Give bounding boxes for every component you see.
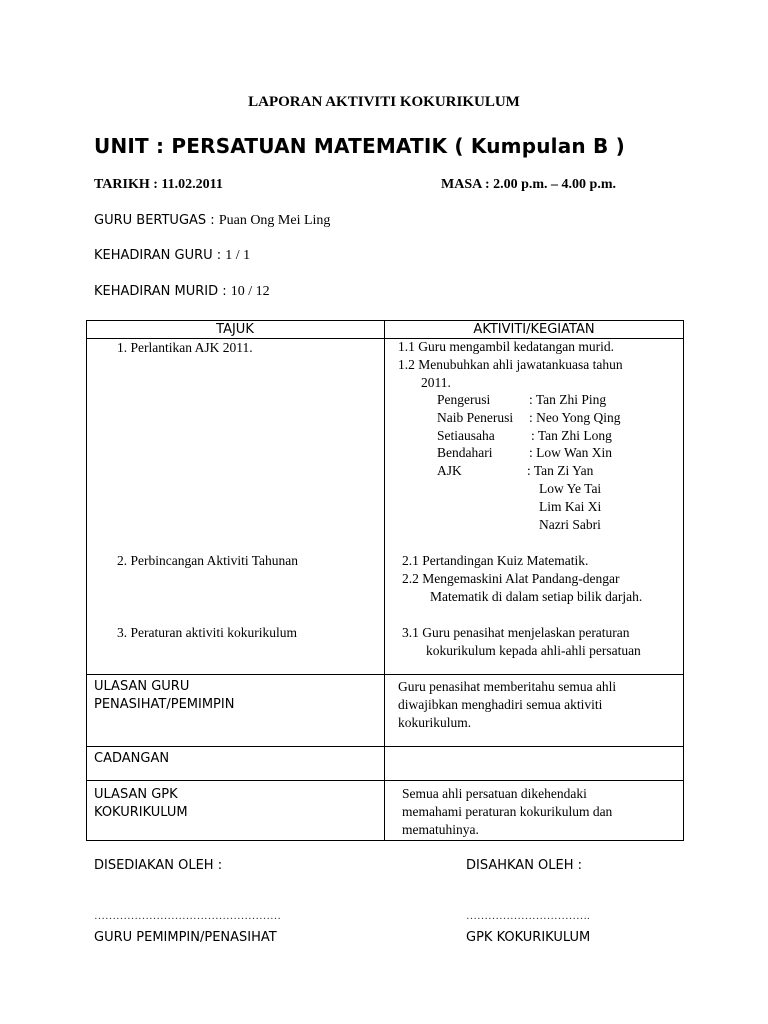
table-border-right [683,320,684,841]
ulasan-guru-label: ULASAN GURU [94,679,190,694]
unit-heading: UNIT : PERSATUAN MATEMATIK ( Kumpulan B ) [94,134,625,158]
activity-1-2-cont: 2011. [421,375,451,390]
activity-3-1: 3.1 Guru penasihat menjelaskan peraturan [402,625,630,640]
guru-bertugas-value: Puan Ong Mei Ling [218,213,331,228]
table-divider [86,746,684,747]
ajk-role: Bendahari [437,445,493,460]
gpk-label: GPK KOKURIKULUM [466,930,591,945]
activity-2-2-cont: Matematik di dalam setiap bilik darjah. [430,589,643,604]
tajuk-item-1: 1. Perlantikan AJK 2011. [117,340,253,355]
activity-1-2: 1.2 Menubuhkan ahli jawatankuasa tahun [398,357,623,372]
kehadiran-guru-value: 1 / 1 [225,248,251,263]
column-header-aktiviti: AKTIVITI/KEGIATAN [473,322,595,337]
kehadiran-guru [94,248,250,264]
table-border-bottom [86,840,684,841]
ajk-role: Naib Penerusi [437,410,514,425]
kehadiran-murid [94,284,270,300]
ajk-role: AJK [437,463,462,478]
ulasan-guru-label: PENASIHAT/PEMIMPIN [94,697,235,712]
ulasan-gpk-text: memahami peraturan kokurikulum dan [402,804,613,819]
ulasan-gpk-text: Semua ahli persatuan dikehendaki [402,786,587,801]
cadangan-label: CADANGAN [94,751,170,766]
column-header-tajuk: TAJUK [216,322,254,337]
ulasan-gpk-label: KOKURIKULUM [94,805,188,820]
ulasan-guru-text: diwajibkan menghadiri semua aktiviti [398,697,603,712]
ajk-name-extra: Low Ye Tai [539,481,602,496]
ajk-name-extra: Lim Kai Xi [539,499,602,514]
ajk-name: : Tan Zhi Long [531,428,612,443]
table-divider [86,674,684,675]
guru-bertugas-label: GURU BERTUGAS : [94,213,219,228]
kehadiran-murid-value: 10 / 12 [230,284,270,299]
guru-bertugas [94,213,330,229]
tajuk-item-3: 3. Peraturan aktiviti kokurikulum [117,625,297,640]
report-title: LAPORAN AKTIVITI KOKURIKULUM [248,94,520,110]
signature-line-right: ……………………………. [466,910,590,922]
signature-line-left: …………………………………………… [94,910,281,922]
activity-2-2: 2.2 Mengemaskini Alat Pandang-dengar [402,571,620,586]
disediakan-oleh: DISEDIAKAN OLEH : [94,858,223,873]
activity-1-1: 1.1 Guru mengambil kedatangan murid. [398,339,614,354]
table-border-left [86,320,87,841]
table-border-top [86,320,684,321]
tajuk-item-2: 2. Perbincangan Aktiviti Tahunan [117,553,299,568]
table-divider [86,780,684,781]
tarikh: TARIKH : 11.02.2011 [94,177,223,192]
ajk-role: Pengerusi [437,392,491,407]
kehadiran-guru-label: KEHADIRAN GURU : [94,248,226,263]
activity-3-1-cont: kokurikulum kepada ahli-ahli persatuan [426,643,641,658]
ulasan-guru-text: kokurikulum. [398,715,472,730]
ulasan-gpk-text: mematuhinya. [402,822,479,837]
ajk-name: : Tan Zi Yan [527,463,594,478]
ajk-name: : Neo Yong Qing [529,410,621,425]
ajk-role: Setiausaha [437,428,495,443]
masa: MASA : 2.00 p.m. – 4.00 p.m. [441,177,617,192]
activity-2-1: 2.1 Pertandingan Kuiz Matematik. [402,553,589,568]
ulasan-gpk-label: ULASAN GPK [94,787,178,802]
guru-pemimpin-label: GURU PEMIMPIN/PENASIHAT [94,930,277,945]
table-column-divider [384,320,385,841]
ajk-name: : Tan Zhi Ping [529,392,607,407]
ulasan-guru-text: Guru penasihat memberitahu semua ahli [398,679,617,694]
ajk-name-extra: Nazri Sabri [539,517,601,532]
disahkan-oleh: DISAHKAN OLEH : [466,858,583,873]
ajk-name: : Low Wan Xin [529,445,613,460]
kehadiran-murid-label: KEHADIRAN MURID : [94,284,231,299]
